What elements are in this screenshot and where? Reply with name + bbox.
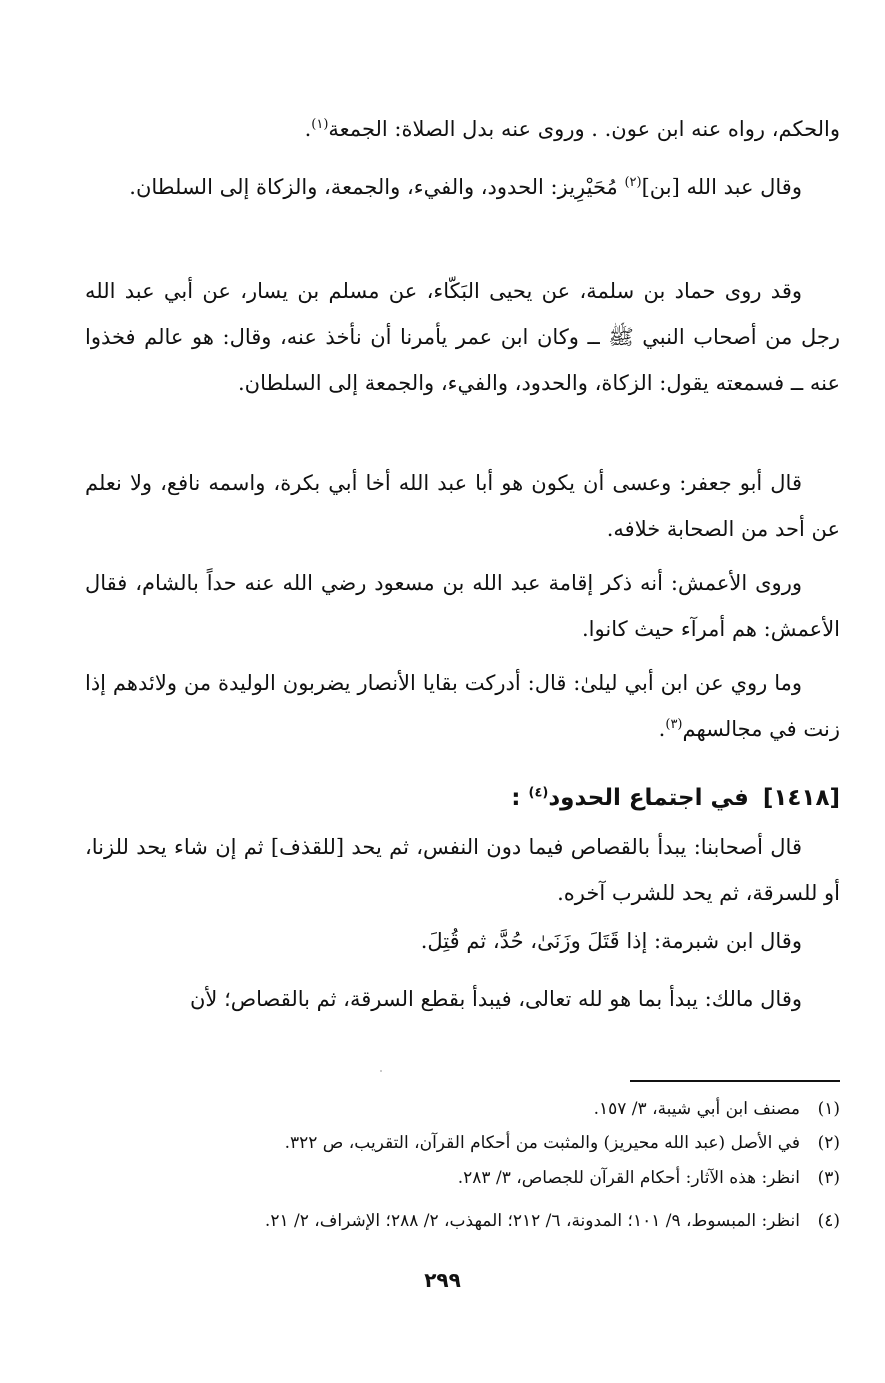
paragraph-2 [85,164,840,210]
paragraph-7 [85,824,840,916]
paragraph-text: وقال عبد الله [بن] [641,175,802,199]
section-number: [١٤١٨] [762,785,840,811]
scan-speck [380,1070,382,1072]
paragraph-end: . [304,117,312,141]
footnote-ref-1[interactable]: (١) [311,117,329,132]
footnote-ref-2[interactable]: (٢) [624,175,642,190]
paragraph-text: قال أصحابنا: يبدأ بالقصاص فيما دون النفس، ثم يحد [للقذف] ثم إن شاء يحد للزنا، أو للسرقة، ثم يحد للشرب آخره. [85,835,840,905]
footnote-text: في الأصل (عبد الله محيريز) والمثبت من أحكام القرآن، التقريب، ص ٣٢٢. [284,1133,800,1153]
paragraph-5 [85,560,840,652]
paragraph-text: وروى الأعمش: أنه ذكر إقامة عبد الله بن مسعود رضي الله عنه حداً بالشام، فقال الأعمش: هم أمرآء حيث كانوا. [85,571,840,641]
paragraph-6 [85,660,840,752]
footnote-text: انظر: المبسوط، ٩/ ١٠١؛ المدونة، ٦/ ٢١٢؛ المهذب، ٢/ ٢٨٨؛ الإشراف، ٢/ ٢١. [264,1211,800,1231]
heading-colon: : [511,785,521,811]
footnote-ref-4[interactable]: (٤) [528,785,549,801]
footnote-4 [85,1205,840,1237]
paragraph-text: وقد روى حماد بن سلمة، عن يحيى البَكّاء، عن مسلم بن يسار، عن أبي عبد الله رجل من أصحاب النبي ﷺ ــ وكان ابن عمر يأمرنا أن نأخذ عنه، وقال: هو عالم فخذوا عنه ــ فسمعته يقول: الزكاة، والحدود، والفيء، والجمعة إلى السلطان. [85,279,840,395]
page-number: ٢٩٩ [424,1268,461,1292]
paragraph-8 [85,918,840,964]
paragraph-end: . [658,717,666,741]
footnote-number: (١) [817,1099,840,1119]
footnote-text: انظر: هذه الآثار: أحكام القرآن للجصاص، ٣/ ٢٨٣. [457,1168,800,1188]
paragraph-text: وقال ابن شبرمة: إذا قَتَلَ وزَنَىٰ، حُدَّ، ثم قُتِلَ. [420,929,802,953]
paragraph-4 [85,460,840,552]
footnote-number: (٢) [817,1133,840,1153]
paragraph-text: والحكم، رواه عنه ابن عون. . وروى عنه بدل الصلاة: الجمعة [328,117,840,141]
paragraph-text: قال أبو جعفر: وعسى أن يكون هو أبا عبد الله أخا أبي بكرة، واسمه نافع، ولا نعلم عن أحد من الصحابة خلافه. [85,471,840,541]
footnote-number: (٤) [817,1211,840,1231]
paragraph-1 [85,106,840,152]
paragraph-3 [85,268,840,406]
paragraph-text: وقال مالك: يبدأ بما هو لله تعالى، فيبدأ بقطع السرقة، ثم بالقصاص؛ لأن [190,987,802,1011]
footnote-number: (٣) [817,1168,840,1188]
section-heading [85,778,840,818]
footnote-1 [85,1093,840,1125]
section-title: في اجتماع الحدود [548,785,749,811]
paragraph-text: وما روي عن ابن أبي ليلىٰ: قال: أدركت بقايا الأنصار يضربون الوليدة من ولائدهم إذا زنت في مجالسهم [85,671,840,741]
footnote-ref-3[interactable]: (٣) [665,717,683,732]
footnote-text: مصنف ابن أبي شيبة، ٣/ ١٥٧. [593,1099,800,1119]
paragraph-text: مُحَيْرِيز: الحدود، والفيء، والجمعة، والزكاة إلى السلطان. [129,175,625,199]
footnote-separator [630,1080,840,1082]
footnote-2 [85,1127,840,1159]
footnote-3 [85,1162,840,1194]
paragraph-9 [85,976,840,1022]
